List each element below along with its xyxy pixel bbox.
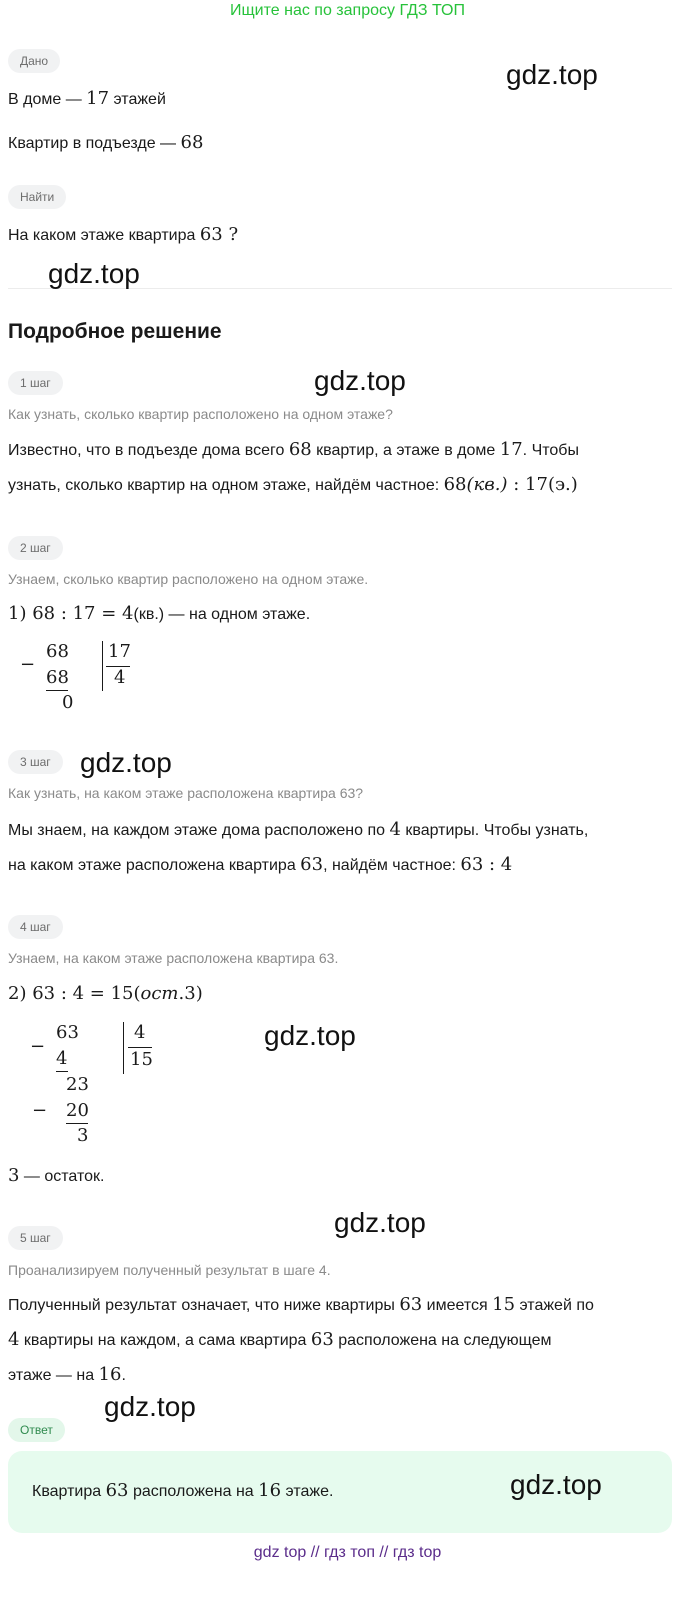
step2-pill: 2 шаг (8, 536, 63, 560)
watermark: gdz.top (104, 1391, 196, 1422)
watermark: gdz.top (264, 1020, 356, 1051)
watermark: gdz.top (334, 1207, 426, 1238)
step2-div-underline (46, 690, 68, 691)
step4-div-underline1 (56, 1071, 68, 1072)
step2-div-subtrahend: 68 (46, 667, 69, 688)
step5-question: Проанализируем полученный результат в шаге 4. (8, 1262, 331, 1278)
step1-pill: 1 шаг (8, 371, 63, 395)
step4-pill: 4 шаг (8, 915, 63, 939)
step4-div-underline2 (66, 1123, 88, 1124)
top-banner[interactable]: Ищите нас по запросу ГДЗ ТОП (230, 2, 465, 19)
given-pill: Дано (8, 49, 60, 73)
step4-div-divisor-line (128, 1047, 152, 1048)
watermark: gdz.top (506, 59, 598, 90)
step5-pill: 5 шаг (8, 1226, 63, 1250)
find-line: На каком этаже квартира 63 ? (8, 224, 239, 245)
step4-div-quotient: 15 (130, 1049, 153, 1070)
step2-question: Узнаем, сколько квартир расположено на одном этаже. (8, 571, 369, 587)
watermark: gdz.top (48, 258, 140, 289)
step4-div-remainder: 3 (77, 1125, 89, 1146)
step3-pill: 3 шаг (8, 750, 63, 774)
step5-line3: этаже — на 16. (8, 1364, 126, 1385)
step2-div-minus: − (20, 654, 36, 675)
step4-question: Узнаем, на каком этаже расположена квартира 63. (8, 950, 339, 966)
step2-div-dividend: 68 (46, 641, 69, 662)
step2-div-divisor: 17 (108, 641, 131, 662)
step4-div-minus2: − (32, 1100, 48, 1121)
step4-div-subtrahend1: 4 (56, 1048, 68, 1069)
find-pill: Найти (8, 185, 66, 209)
solution-title: Подробное решение (8, 320, 222, 343)
watermark: gdz.top (80, 747, 172, 778)
footer-links[interactable]: gdz top // гдз топ // гдз top (253, 1544, 442, 1561)
step1-line2: узнать, сколько квартир на одном этаже, найдём частное: 68(кв.) : 17(э.) (8, 474, 578, 495)
step3-line2: на каком этаже расположена квартира 63, найдём частное: 63 : 4 (8, 854, 513, 875)
answer-text: Квартира 63 расположена на 16 этаже. (32, 1480, 334, 1501)
step3-question: Как узнать, на каком этаже расположена квартира 63? (8, 785, 364, 801)
step4-div-dividend: 63 (56, 1022, 79, 1043)
step4-equation: 2) 63 : 4 = 15(ост.3) (8, 983, 203, 1004)
step1-line1: Известно, что в подъезде дома всего 68 квартир, а этаже в доме 17. Чтобы (8, 439, 579, 460)
step2-div-bar (102, 641, 103, 691)
step3-line1: Мы знаем, на каждом этаже дома расположено по 4 квартиры. Чтобы узнать, (8, 819, 589, 840)
step4-remainder-note: 3 — остаток. (8, 1165, 105, 1186)
given-line-apartments: Квартир в подъезде — 68 (8, 132, 204, 153)
step2-div-remainder: 0 (62, 692, 74, 713)
step2-div-quotient: 4 (114, 667, 126, 688)
watermark: gdz.top (314, 365, 406, 396)
step2-equation: 1) 68 : 17 = 4(кв.) — на одном этаже. (8, 603, 311, 624)
watermark: gdz.top (510, 1469, 602, 1500)
step1-question: Как узнать, сколько квартир расположено на одном этаже? (8, 406, 393, 422)
step4-div-intermediate: 23 (66, 1074, 89, 1095)
answer-pill: Ответ (8, 1418, 65, 1442)
step4-div-subtrahend2: 20 (66, 1100, 89, 1121)
step5-line2: 4 квартиры на каждом, а сама квартира 63 расположена на следующем (8, 1329, 552, 1350)
step5-line1: Полученный результат означает, что ниже квартиры 63 имеется 15 этажей по (8, 1294, 594, 1315)
given-line-floors: В доме — 17 этажей (8, 88, 166, 109)
step4-div-minus1: − (30, 1036, 46, 1057)
step4-div-bar (123, 1022, 124, 1074)
step4-div-divisor: 4 (134, 1022, 146, 1043)
